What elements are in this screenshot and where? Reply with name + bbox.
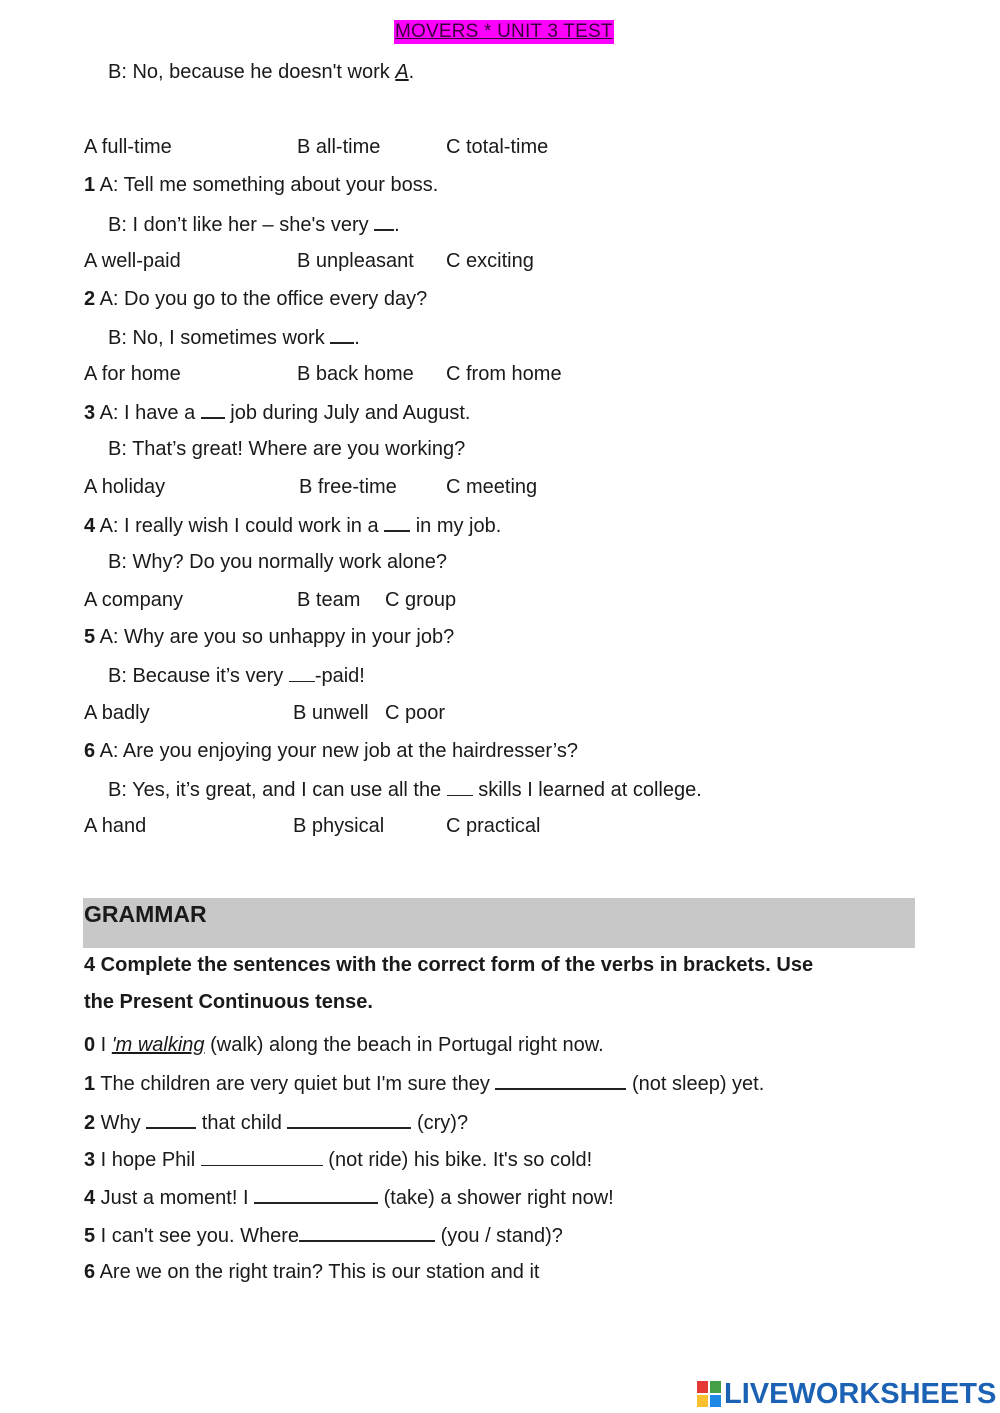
grammar-instruction-line1: 4 Complete the sentences with the correct form of the verbs in brackets. Use <box>84 954 814 976</box>
grammar-sentence-4: 4 Just a moment! I (take) a shower right now! <box>84 1184 614 1210</box>
example-answer: A <box>395 61 409 83</box>
q6-option-b[interactable]: B physical <box>293 815 385 837</box>
grammar-sentence-3: 3 I hope Phil (not ride) his bike. It's so cold! <box>84 1149 593 1171</box>
grammar-blank-1[interactable] <box>495 1070 626 1090</box>
q6-line-b: B: Yes, it’s great, and I can use all the skills I learned at college. <box>108 779 702 801</box>
grammar-sentence-0: 0 I 'm walking (walk) along the beach in Portugal right now. <box>84 1034 604 1056</box>
q4-line-a: 4 A: I really wish I could work in a in my job. <box>84 512 501 538</box>
grammar-sentence-5: 5 I can't see you. Where (you / stand)? <box>84 1222 563 1248</box>
worksheet-title: MOVERS * UNIT 3 TEST <box>395 21 613 42</box>
q6-blank[interactable] <box>447 777 473 796</box>
q1-option-a[interactable]: A well-paid <box>84 250 181 272</box>
q3-option-b[interactable]: B free-time <box>299 476 397 498</box>
q5-line-b: B: Because it’s very -paid! <box>108 665 365 687</box>
example-option-a: A full-time <box>84 136 172 158</box>
grammar-sentence-2: 2 Why that child (cry)? <box>84 1109 468 1135</box>
q2-option-c[interactable]: C from home <box>446 363 562 385</box>
q3-line-a: 3 A: I have a job during July and August. <box>84 399 470 425</box>
grammar-blank-2b[interactable] <box>287 1109 411 1129</box>
grammar-sentence-1: 1 The children are very quiet but I'm sure they (not sleep) yet. <box>84 1070 764 1096</box>
grammar-blank-2a[interactable] <box>146 1109 196 1129</box>
grammar-blank-4[interactable] <box>254 1184 378 1204</box>
liveworksheets-logo <box>697 1378 996 1410</box>
q2-line-b: B: No, I sometimes work . <box>108 324 360 350</box>
grammar-heading-bar <box>83 898 915 948</box>
example-option-b: B all-time <box>297 136 381 158</box>
q1-option-b[interactable]: B unpleasant <box>297 250 414 272</box>
grammar-blank-5[interactable] <box>299 1222 435 1242</box>
q2-line-a: 2 A: Do you go to the office every day? <box>84 288 428 310</box>
q4-option-a[interactable]: A company <box>84 589 183 611</box>
q2-option-b[interactable]: B back home <box>297 363 414 385</box>
q3-option-a[interactable]: A holiday <box>84 476 166 498</box>
q3-option-c[interactable]: C meeting <box>446 476 538 498</box>
q4-blank[interactable] <box>384 512 410 532</box>
q6-option-a[interactable]: A hand <box>84 815 147 837</box>
q6-line-a: 6 A: Are you enjoying your new job at the hairdresser’s? <box>84 740 579 762</box>
logo-square-blue <box>710 1395 721 1407</box>
q5-option-c[interactable]: C poor <box>385 702 446 724</box>
logo-square-red <box>697 1381 708 1393</box>
grammar-sentence-6: 6 Are we on the right train? This is our station and it <box>84 1261 540 1283</box>
q5-line-a: 5 A: Why are you so unhappy in your job? <box>84 626 455 648</box>
q3-line-b: B: That’s great! Where are you working? <box>108 438 466 460</box>
grammar-blank-3[interactable] <box>201 1147 323 1166</box>
q1-line-a: 1 A: Tell me something about your boss. <box>84 174 439 196</box>
q6-option-c[interactable]: C practical <box>446 815 541 837</box>
example-option-c: C total-time <box>446 136 549 158</box>
grammar-instruction-line2: the Present Continuous tense. <box>84 991 373 1013</box>
q5-option-b[interactable]: B unwell <box>293 702 369 724</box>
q1-option-c[interactable]: C exciting <box>446 250 534 272</box>
q3-blank[interactable] <box>201 399 225 419</box>
logo-square-green <box>710 1381 721 1393</box>
q5-blank[interactable] <box>289 663 315 682</box>
q5-option-a[interactable]: A badly <box>84 702 150 724</box>
logo-square-yellow <box>697 1395 708 1407</box>
grammar-example-answer: 'm walking <box>111 1034 205 1056</box>
example-line-b: B: No, because he doesn't work A. <box>108 61 415 83</box>
q4-option-b[interactable]: B team <box>297 589 361 611</box>
q4-option-c[interactable]: C group <box>385 589 457 611</box>
q1-line-b: B: I don’t like her – she's very . <box>108 211 400 237</box>
q2-option-a[interactable]: A for home <box>84 363 181 385</box>
liveworksheets-logo-text: LIVEWORKSHEETS <box>724 1377 997 1410</box>
liveworksheets-logo-icon <box>697 1381 721 1407</box>
q1-blank[interactable] <box>374 211 394 231</box>
q4-line-b: B: Why? Do you normally work alone? <box>108 551 448 573</box>
q2-blank[interactable] <box>330 324 354 344</box>
grammar-heading: GRAMMAR <box>84 901 207 927</box>
